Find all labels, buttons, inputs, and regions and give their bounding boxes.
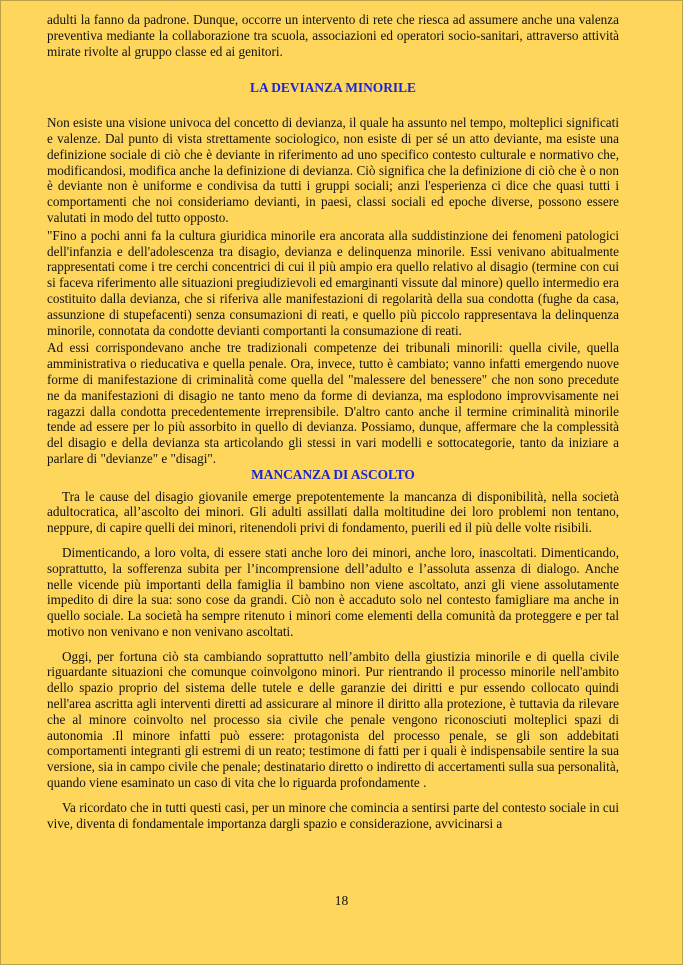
paragraph: Va ricordato che in tutti questi casi, per un minore che comincia a sentirsi parte del contesto sociale in cui vive, diventa di fondamentale importanza dargli spazio e considerazione, avvicinarsi a: [47, 799, 619, 831]
paragraph: Non esiste una visione univoca del concetto di devianza, il quale ha assunto nel tempo, molteplici significati e valenze. Dal punto di vista strettamente sociologico, non esiste di per sé un atto deviante, ma esiste una definizione sociale di ciò che è deviante in riferimento ad uno specifico contesto culturale e normativo che, modificandosi, modifica anche la definizione di devianza. Ciò significa che la definizione di ciò che è o non è deviante non è uniforme e condivisa da tutti i gruppi sociali; anzi l'esperienza ci dice che quasi tutti i comportamenti che noi consideriamo devianti, in paesi, classi sociali ed epoche diverse, possono essere valutati in modo del tutto opposto.: [47, 115, 619, 225]
section-heading-devianza: LA DEVIANZA MINORILE: [250, 80, 416, 96]
paragraph: Ad essi corrispondevano anche tre tradizionali competenze dei tribunali minorili: quella civile, quella amministrativa o rieducativa e quella penale. Ora, invece, tutto è cambiato; vanno infatti emergendo nuove forme di manifestazione di criminalità come quella del "malessere del benessere" che non sono precedute ne da manifestazioni di disagio ne tanto meno da forme di devianza, ma esplodono improvvisamente nei ragazzi dalla condotta precedentemente irreprensibile. D'altro canto anche il termine criminalità minorile tende ad essere per lo più assorbito in quello di devianza. Possiamo, dunque, affermare che la complessità del disagio e della devianza sta articolando gli stessi in vari modelli e sottocategorie, tanto da iniziare a parlare di "devianze" e "disagi".: [47, 340, 619, 466]
intro-paragraph: adulti la fanno da padrone. Dunque, occorre un intervento di rete che riesca ad assumere anche una valenza preventiva mediante la collaborazione tra scuola, associazioni ed operatori socio-sanitari, attraverso attività mirate rivolte al gruppo classe ed ai genitori.: [47, 12, 619, 59]
page-number: 18: [334, 893, 349, 908]
page-body: [47, 12, 619, 840]
paragraph: Tra le cause del disagio giovanile emerge prepotentemente la mancanza di disponibilità, nella società adultocratica, all’ascolto dei minori. Gli adulti assillati dalla moltitudine dei loro problemi non tentano, neppure, di capire quelli dei minori, ritenendoli privi di fondamento, puerili ed il più delle volte risibili.: [47, 488, 619, 536]
paragraph: "Fino a pochi anni fa la cultura giuridica minorile era ancorata alla suddistinzione dei fenomeni patologici dell'infanzia e dell'adolescenza tra disagio, devianza e delinquenza minorile. Essi venivano abitualmente rappresentati come i tre cerchi concentrici di cui il più ampio era quello relativo al disagio (termine con cui si faceva riferimento alle situazioni pregiudizievoli ed emarginanti vissute dal minore) quello intermedio era costituito dalla devianza, che si riferiva alle manifestazioni di regolarità della sua condotta (fughe da casa, assunzione di stupefacenti) senza consumazioni di reati, e quello più piccolo rappresentava la delinquenza minorile, connotata da condotte devianti comportanti la consumazione di reati.: [47, 227, 619, 338]
section-heading-ascolto: MANCANZA DI ASCOLTO: [251, 466, 415, 482]
paragraph: Oggi, per fortuna ciò sta cambiando soprattutto nell’ambito della giustizia minorile e di quella civile riguardante situazioni che comunque coinvolgono minori. Pur rientrando il processo minorile nell'ambito dello spazio proprio del sistema delle tutele e delle garanzie dei diritti e pur essendo collocato quindi nell'area ascritta agli interventi diretti ad assicurare al minore il diritto alla protezione, è tuttavia da rilevare che al minore coinvolto nel processo sia civile che penale vengono riconosciuti molteplici spazi di autonomia .Il minore infatti può essere: protagonista del processo penale, se gli son addebitati comportamenti integranti gli estremi di un reato; testimone di fatti per i quali è indispensabile sentire la sua versione, sia in campo civile che penale; destinatario diretto o indiretto di accertamenti sulla sua personalità, quando viene esaminato un caso di vita che lo riguarda profondamente .: [47, 648, 619, 791]
paragraph: Dimenticando, a loro volta, di essere stati anche loro dei minori, anche loro, inascoltati. Dimenticando, soprattutto, la sofferenza subita per l’incomprensione dell’adulto e l’assoluta assenza di dialogo. Anche nelle vicende più importanti della famiglia il bambino non viene ascoltato, anzi gli viene assolutamente impedito di dire la sua: sono cose da grandi. Ciò non è accaduto solo nel contesto famigliare ma anche in quello sociale. La società ha sempre ritenuto i minori come elementi della comunità da proteggere e per tal motivo non venivano e non venivano ascoltati.: [47, 544, 619, 639]
